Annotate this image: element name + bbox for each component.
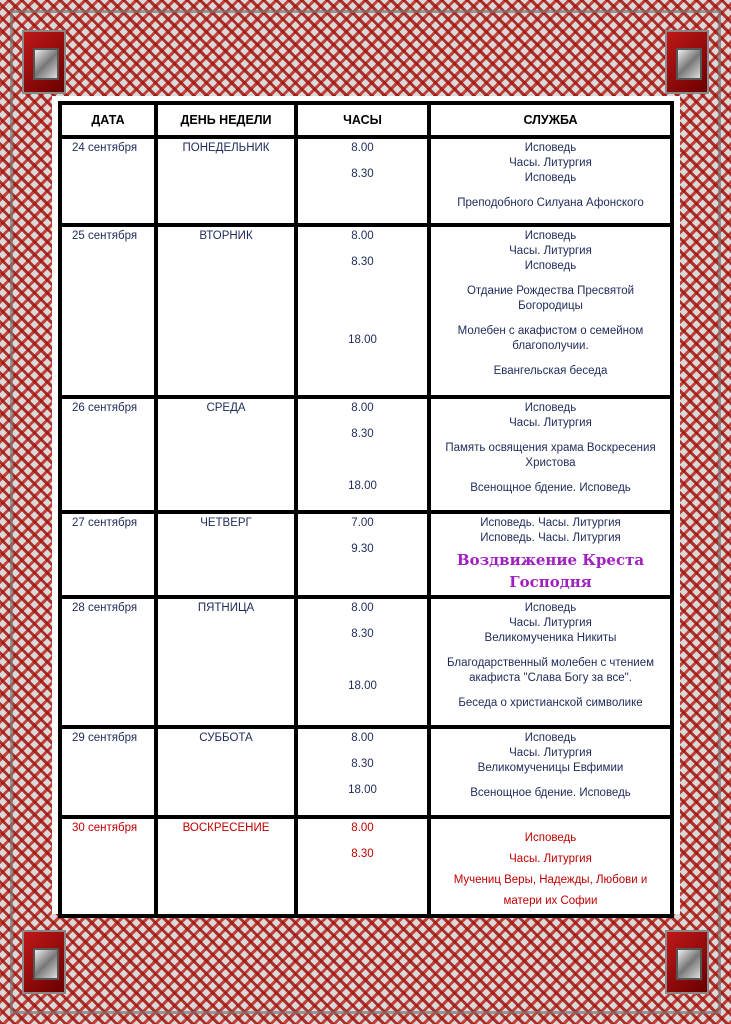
row-service: [429, 817, 672, 916]
row-date: 30 сентября: [60, 817, 156, 916]
service-line: Исповедь: [524, 142, 577, 154]
row-day: ПЯТНИЦА: [156, 597, 296, 727]
row-day: СРЕДА: [156, 397, 296, 512]
table-row: [60, 225, 672, 397]
hour: 8.30: [351, 758, 374, 770]
service-line: Исповедь: [524, 230, 577, 242]
service-line: Великомученика Никиты: [484, 632, 617, 644]
hour: 8.00: [351, 602, 374, 614]
row-date: 28 сентября: [60, 597, 156, 727]
hour: 8.30: [351, 256, 374, 268]
service-line: Исповедь: [524, 732, 577, 744]
hour: 8.30: [351, 168, 374, 180]
row-hours: [296, 727, 429, 817]
hour: 8.00: [351, 142, 374, 154]
row-service: [429, 397, 672, 512]
row-date: 24 сентября: [60, 137, 156, 225]
table-row: [60, 397, 672, 512]
service-line: Исповедь: [524, 402, 577, 414]
row-day: ВОСКРЕСЕНИЕ: [156, 817, 296, 916]
row-service: [429, 597, 672, 727]
service-line: Исповедь: [524, 832, 577, 844]
row-hours: [296, 817, 429, 916]
table-row: [60, 727, 672, 817]
service-line: Евангельская беседа: [493, 365, 608, 377]
row-date: 27 сентября: [60, 512, 156, 597]
row-service: [429, 225, 672, 397]
row-date: 26 сентября: [60, 397, 156, 512]
service-line: Беседа о христианской символике: [458, 697, 643, 709]
hour: 8.30: [351, 628, 374, 640]
corner-ornament-icon: [22, 930, 66, 994]
hour: 18.00: [348, 334, 377, 346]
hour: 8.00: [351, 230, 374, 242]
row-day: ВТОРНИК: [156, 225, 296, 397]
row-hours: [296, 225, 429, 397]
row-service: [429, 137, 672, 225]
corner-ornament-icon: [22, 30, 66, 94]
hour: 7.00: [351, 517, 374, 529]
service-line: Часы. Литургия: [509, 157, 592, 169]
feast-title: Воздвижение Креста Господня: [456, 551, 645, 591]
corner-ornament-icon: [665, 930, 709, 994]
row-day: ПОНЕДЕЛЬНИК: [156, 137, 296, 225]
hour: 8.30: [351, 848, 374, 860]
service-line: Благодарственный молебен с чтением акафиста "Слава Богу за все".: [446, 657, 655, 684]
row-service: [429, 727, 672, 817]
corner-ornament-icon: [665, 30, 709, 94]
header-date: ДАТА: [60, 103, 156, 137]
hour: 8.00: [351, 732, 374, 744]
table-header-row: [60, 103, 672, 137]
header-service: СЛУЖБА: [429, 103, 672, 137]
service-line: Исповедь. Часы. Литургия: [480, 532, 621, 544]
header-hours: ЧАСЫ: [296, 103, 429, 137]
hour: 18.00: [348, 680, 377, 692]
row-hours: [296, 397, 429, 512]
row-day: СУББОТА: [156, 727, 296, 817]
hour: 18.00: [348, 784, 377, 796]
table-row: [60, 512, 672, 597]
row-service: [429, 512, 672, 597]
service-line: Исповедь: [524, 602, 577, 614]
service-line: Мучениц Веры, Надежды, Любови и матери их Софии: [453, 874, 648, 907]
row-hours: [296, 597, 429, 727]
hour: 8.00: [351, 822, 374, 834]
service-line: Исповедь: [524, 260, 577, 272]
service-line: Исповедь: [524, 172, 577, 184]
service-line: Исповедь. Часы. Литургия: [480, 517, 621, 529]
service-line: Часы. Литургия: [509, 747, 592, 759]
row-day: ЧЕТВЕРГ: [156, 512, 296, 597]
hour: 8.00: [351, 402, 374, 414]
row-hours: [296, 137, 429, 225]
table-row: [60, 137, 672, 225]
hour: 9.30: [351, 543, 374, 555]
service-line: Великомученицы Евфимии: [477, 762, 624, 774]
service-line: Часы. Литургия: [509, 417, 592, 429]
service-line: Часы. Литургия: [509, 245, 592, 257]
service-line: Часы. Литургия: [509, 617, 592, 629]
service-line: Часы. Литургия: [509, 853, 592, 865]
service-line: Молебен с акафистом о семейном благополучии.: [457, 325, 644, 352]
hour: 8.30: [351, 428, 374, 440]
schedule-table: [58, 101, 674, 918]
row-date: 29 сентября: [60, 727, 156, 817]
service-line: Отдание Рождества Пресвятой Богородицы: [466, 285, 635, 312]
service-line: Преподобного Силуана Афонского: [457, 197, 644, 209]
table-row: [60, 817, 672, 916]
row-date: 25 сентября: [60, 225, 156, 397]
service-line: Всенощное бдение. Исповедь: [470, 482, 631, 494]
hour: 18.00: [348, 480, 377, 492]
row-hours: [296, 512, 429, 597]
table-row: [60, 597, 672, 727]
service-line: Всенощное бдение. Исповедь: [470, 787, 631, 799]
service-line: Память освящения храма Воскресения Христова: [445, 442, 656, 469]
header-day: ДЕНЬ НЕДЕЛИ: [156, 103, 296, 137]
